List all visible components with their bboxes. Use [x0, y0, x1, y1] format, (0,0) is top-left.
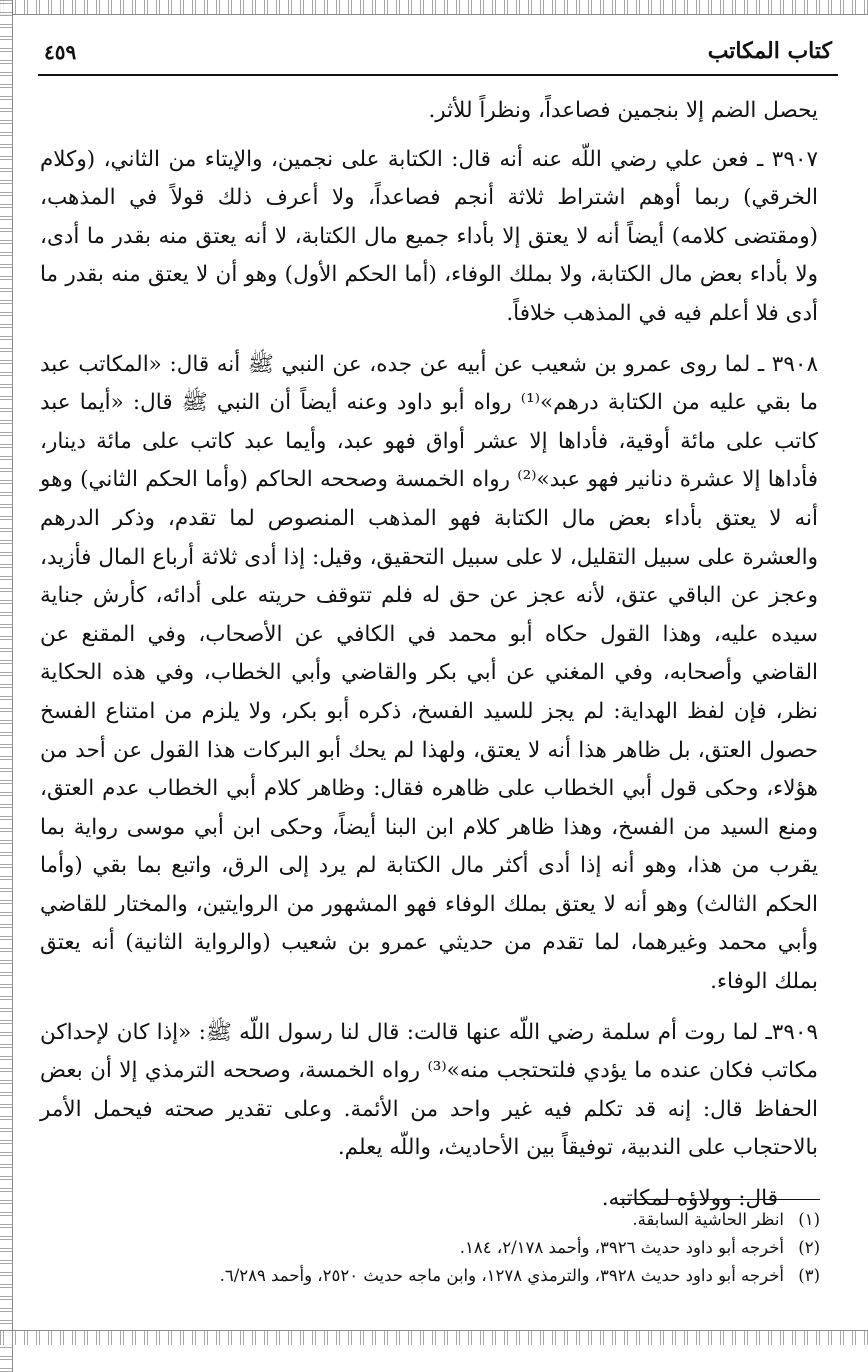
page-number: ٤٥٩	[44, 40, 77, 64]
paragraph-3909: ٣٩٠٩ـ لما روت أم سلمة رضي اللّه عنها قالت: قال لنا رسول اللّه ﷺ: «إذا كان لإحداكن مكاتب فكان عنده ما يؤدي فلتحتجب منه»⁽³⁾ رواه الخمسة، وصححه الترمذي إلا أن بعض الحفاظ قال: إنه قد تكلم فيه غير واحد من الأئمة. وعلى تقدير صحته فيحمل الأمر بالاحتجاب على الندبية، توفيقاً بين الأحاديث، واللّه يعلم.	[40, 1019, 818, 1161]
paragraph-continuation: يحصل الضم إلا بنجمين فصاعداً، ونظراً للأثر.	[428, 98, 818, 123]
paragraph-qala: قال: وولاؤه لمكاتبه.	[601, 1186, 778, 1212]
footnote-1	[50, 1206, 820, 1234]
footnote-3	[50, 1262, 820, 1290]
footnotes	[50, 1206, 820, 1290]
footnote-2	[50, 1234, 820, 1262]
footnote-number: (١)	[798, 1210, 820, 1229]
main-text	[40, 92, 818, 1231]
running-title: كتاب المكاتب	[707, 38, 832, 64]
footnote-text: انظر الحاشية السابقة.	[632, 1210, 784, 1229]
decorative-border-top	[0, 0, 868, 15]
paragraph-3907: ٣٩٠٧ ـ فعن علي رضي اللّه عنه أنه قال: الكتابة على نجمين، والإيتاء من الثاني، (وكلام الخرقي) ربما أوهم اشتراط ثلاثة أنجم فصاعداً، ولا أعرف ذلك قولاً في المذهب، (ومقتضى كلامه) أيضاً أنه لا يعتق إلا بأداء جميع مال الكتابة، لا أنه يعتق منه بقدر ما أدى، ولا بأداء بعض مال الكتابة، ولا بملك الوفاء، (أما الحكم الأول) وهو أن لا يعتق منه بقدر ما أدى فلا أعلم فيه في المذهب خلافاً.	[40, 146, 818, 326]
decorative-border-bottom	[0, 1330, 868, 1345]
decorative-border-left	[0, 0, 13, 1372]
paragraph-3908: ٣٩٠٨ ـ لما روى عمرو بن شعيب عن أبيه عن جده، عن النبي ﷺ أنه قال: «المكاتب عبد ما بقي عليه من الكتابة درهم»⁽¹⁾ رواه أبو داود وعنه أيضاً أن النبي ﷺ قال: «أيما عبد كاتب على مائة أوقية، فأداها إلا عشر أواق فهو عبد، وأيما عبد كاتب على مائة دينار، فأداها إلا عشرة دنانير فهو عبد»⁽²⁾ رواه الخمسة وصححه الحاكم (وأما الحكم الثاني) وهو أنه لا يعتق بأداء بعض مال الكتابة فهو المذهب المنصوص لما تقدم، وذكر الدرهم والعشرة على سبيل التقليل، لا على سبيل التحقيق، وقيل: إذا أدى ثلاثة أرباع المال فأزيد، وعجز عن الباقي عتق، لأنه عجز عن حق له فلم تتوقف حريته على أدائه، كأرش جناية سيده عليه، وهذا القول حكاه أبو محمد في الكافي عن الأصحاب، وفي المقنع عن القاضي وأصحابه، وفي المغني عن أبي بكر والقاضي وأبي الخطاب، وفي هذه الحكاية نظر، فإن لفظ الهداية: لم يجز للسيد الفسخ، ذكره أبو بكر، ولا يلزم من امتناع الفسخ حصول العتق، بل ظاهر هذا أنه لا يعتق، ولهذا لم يحك أبو البركات هذا القول عن أحد من هؤلاء، وحكى قول أبي الخطاب على ظاهره فقال: وظاهر كلام أبي الخطاب عدم العتق، ومنع السيد من الفسخ، وهذا ظاهر كلام ابن البنا أيضاً، وحكى ابن أبي موسى رواية بما يقرب من هذا، وهو أنه إذا أدى أكثر مال الكتابة لم يرد إلى الرق، واتبع بما بقي (وأما الحكم الثالث) وهو أنه لا يعتق بملك الوفاء فهو المشهور من الروايتين، والمختار للقاضي وأبي محمد وغيرهما، لما تقدم من حديثي عمرو بن شعيب (والرواية الثانية) أنه يعتق بملك الوفاء.	[40, 351, 818, 995]
footnote-number: (٢)	[798, 1238, 820, 1257]
footnote-number: (٣)	[798, 1266, 820, 1285]
footnote-text: أخرجه أبو داود حديث ٣٩٢٦، وأحمد ٢/١٧٨، ١٨٤.	[459, 1238, 784, 1257]
page-header	[38, 38, 838, 76]
footnote-text: أخرجه أبو داود حديث ٣٩٢٨، والترمذي ١٢٧٨، وابن ماجه حديث ٢٥٢٠، وأحمد ٦/٢٨٩.	[219, 1266, 784, 1285]
footnote-separator	[620, 1199, 820, 1200]
